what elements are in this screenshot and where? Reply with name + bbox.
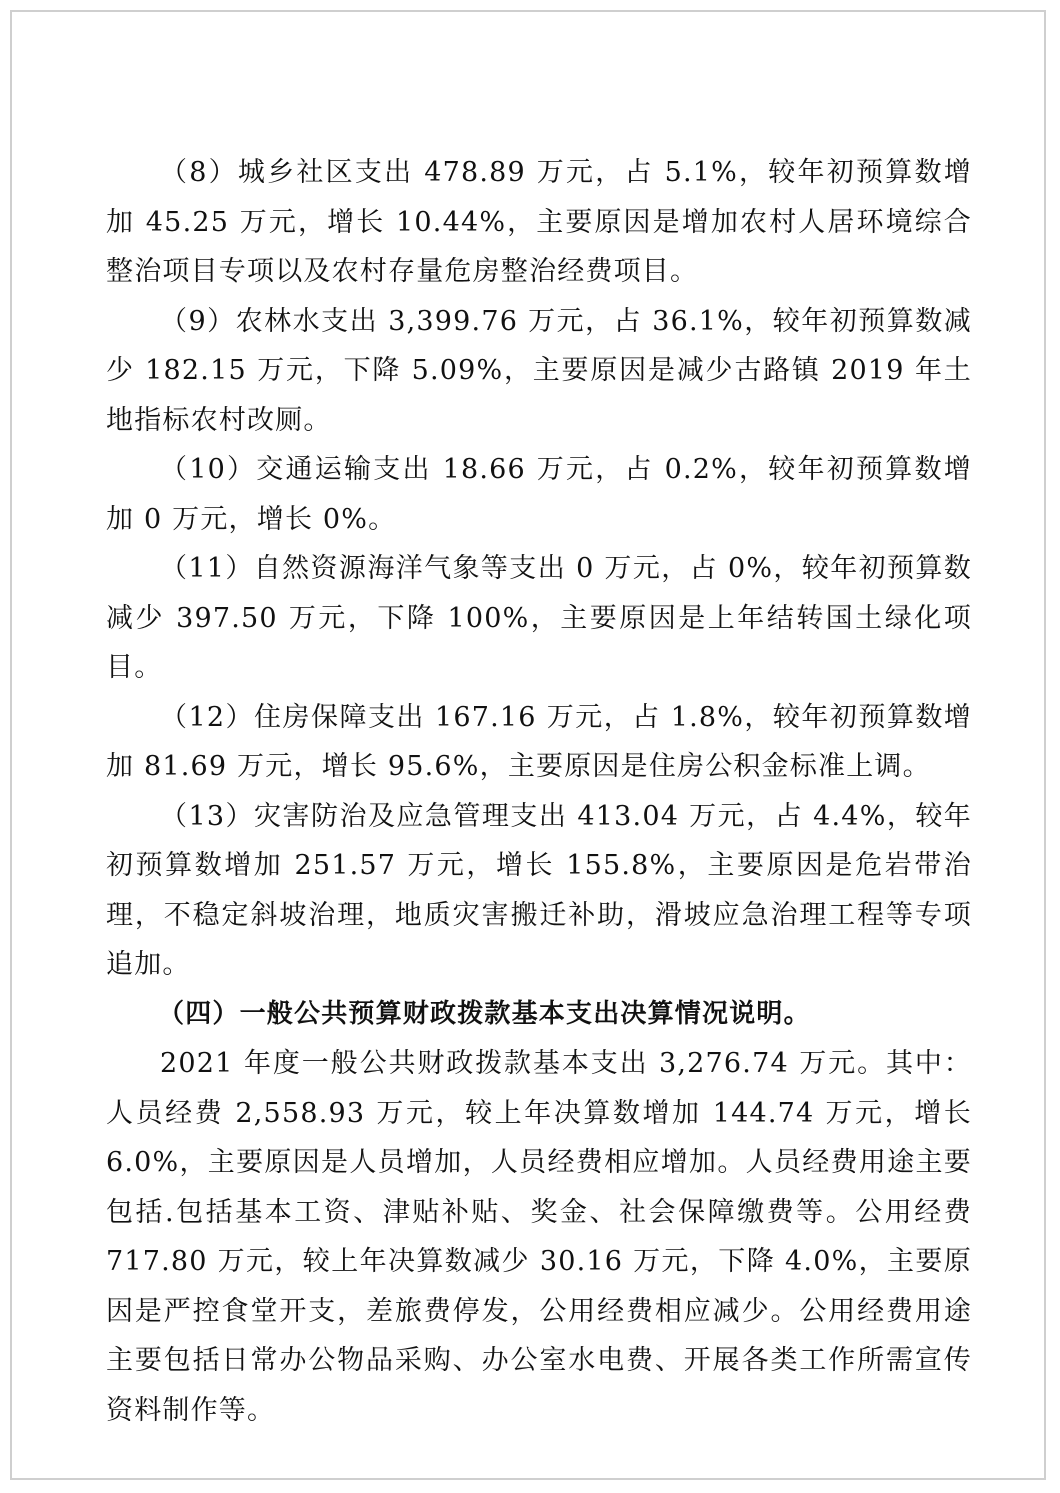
- paragraph-transport-expenditure: （10）交通运输支出 18.66 万元，占 0.2%，较年初预算数增加 0 万元，增长 0%。: [106, 454, 972, 535]
- section-heading: （四）一般公共预算财政拨款基本支出决算情况说明。: [158, 998, 811, 1029]
- paragraph-basic-expenditure: 2021 年度一般公共财政拨款基本支出 3,276.74 万元。其中：人员经费 2,558.93 万元，较上年决算数增加 144.74 万元，增长 6.0%，主要原因是人员增加，人员经费相应增加。人员经费用途主要包括.包括基本工资、津贴补贴、奖金、社会保障缴费等。公用经费 717.80 万元，较上年决算数减少 30.16 万元，下降 4.0%，主要原因是严控食堂开支，差旅费停发，公用经费相应减少。公用经费用途主要包括日常办公物品采购、办公室水电费、开展各类工作所需宣传资料制作等。: [106, 1048, 972, 1426]
- paragraph-agriculture-expenditure: （9）农林水支出 3,399.76 万元，占 36.1%，较年初预算数减少 182.15 万元，下降 5.09%，主要原因是减少古路镇 2019 年土地指标农村改厕。: [106, 305, 972, 436]
- paragraph-natural-resources-expenditure: （11）自然资源海洋气象等支出 0 万元，占 0%，较年初预算数减少 397.50 万元，下降 100%，主要原因是上年结转国土绿化项目。: [106, 553, 972, 683]
- document-body: [106, 148, 972, 1435]
- document-page: [10, 10, 1046, 1480]
- paragraph-disaster-prevention-expenditure: （13）灾害防治及应急管理支出 413.04 万元，占 4.4%，较年初预算数增加 251.57 万元，增长 155.8%，主要原因是危岩带治理，不稳定斜坡治理，地质灾害搬迁补助，滑坡应急治理工程等专项追加。: [106, 800, 972, 980]
- paragraph-community-expenditure: （8）城乡社区支出 478.89 万元，占 5.1%，较年初预算数增加 45.25 万元，增长 10.44%，主要原因是增加农村人居环境综合整治项目专项以及农村存量危房整治经费项目。: [106, 157, 972, 287]
- paragraph-housing-expenditure: （12）住房保障支出 167.16 万元，占 1.8%，较年初预算数增加 81.69 万元，增长 95.6%，主要原因是住房公积金标准上调。: [106, 701, 972, 782]
